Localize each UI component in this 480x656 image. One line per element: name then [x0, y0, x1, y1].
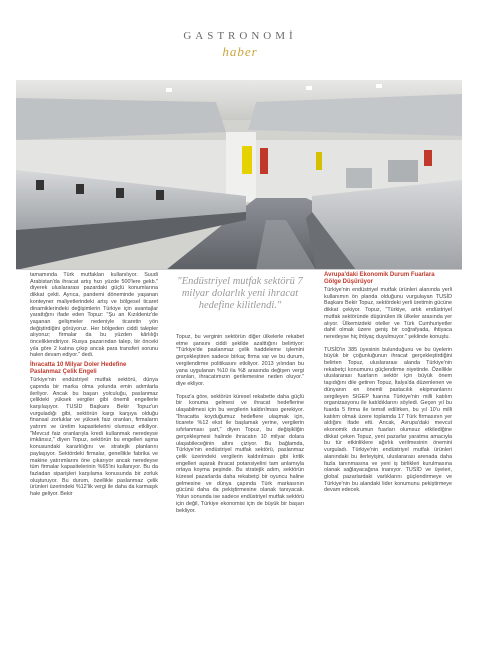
article-column-1 — [30, 272, 158, 498]
paragraph: Türkiye'nin endüstriyel mutfak ürünleri alanında yerli kullanımın ön planda olduğunu vurgulayan TUSİD Başkanı Bekir Topuz, sektördeki yerli üretimin gücüne dikkat çekiyor. Topuz, "Türkiye, artık endüstriyel mutfak sektöründe düşünülen ilk ülkeler arasında yer alıyor. Ülkemizdeki oteller ve Türk Cumhuriyetler dahil olmak üzere geniş bir coğrafyada, ihtiyaca neredeyse hiç ihtiyaç duyulmuyor." şeklinde konuştu. — [324, 287, 452, 340]
article-column-2 — [176, 272, 304, 514]
paragraph: Topuz'a göre, sektörün küresel rekabette daha güçlü bir konuma gelmesi ve ihracat hedeflerine ulaşabilmesi için bu vergilerin kaldırılması gerekiyor. "İhracatta koyduğumuz hedeflere ulaşmak için, ticarete %12 ekst ile başlamak yerine, vergilerin sıfırlanması şart," diyen Topuz, bu değişikliğin gerçekleşmesi halinde ihracatın 10 milyar dolara ulaşabileceğinin altını çiziyor. Bu bağlamda, Türkiye'nin endüstriyel mutfak sektörü, paslanmaz çelik üzerindeki vergilerin kaldırılması gibi kritik engelleri aşarak ihracat potansiyelini tam anlamıyla ortaya koyma peşinde. Bu stratejik adım, sektörün küresel pazarlarda daha rekabetçi bir oyuncu haline gelmesine ve dünya çapında Türk markasının gücünü daha da pekiştirmesine olanak tanıyacak. Yolun sonunda ise sadece endüstriyel mutfak sektörü için değil, Türkiye ekonomisi için de büyük bir başarı bekliyor. — [176, 393, 304, 514]
section-title: GASTRONOMİ — [183, 30, 297, 42]
paragraph: TUSİD'in 385 üyesinin bulunduğunu ve bu üyelerin büyük bir çoğunluğunun ihracat gerçekleştirdiğini belirten Topuz, uluslararası alanda Türkiye'nin rekabetçi konumunu güçlendirme niyetinde. Özellikle uluslararası fuarların sektör için büyük önem taşıdığını dile getiren Topuz, İtalya'da düzenlenen ve dünyanın en önemli pastacılık ekipmanlarını sergileyen SIGEP fuarına Türkiye'nin milli katılım organizasyonu ile katıldıklarını söyledi. Geçen yıl bu fuarda 5 firma ile temsil edilirken, bu yıl 10'u milli katılım olmak üzere toplamda 17 Türk firmasının yer aldığını ifade etti. Ancak, Avrupa'daki mevcut ekonomik durumun fuarları olumsuz etkilediğine dikkat çeken Topuz, yeni pazarlar yaratma amacıyla bu tür etkinliklere ağırlık verilmesinin önemini vurguladı. Türkiye'nin endüstriyel mutfak ürünleri alanındaki bu ilerleyişini, uluslararası arenada daha fazla tanınmasına ve yeni iş birlikleri kurulmasına olanak sağlayacağına inanıyor. TUSİD ve üyeleri, global pazarlardaki varlıklarını güçlendirmeye ve Türkiye'nin bu alandaki lider konumunu pekiştirmeye devam edecek. — [324, 346, 452, 494]
article-column-3 — [324, 272, 452, 494]
section-heading: İhracatta 10 Milyar Doler Hedefine Paslanmaz Çelik Engeli — [30, 362, 127, 376]
pull-quote: "Endüstriyel mutfak sektörü 7 milyar dolarlık yeni ihracat hedefine kilitlendi." — [177, 276, 303, 311]
commercial-kitchen-photo — [16, 80, 462, 270]
section-heading: Avrupa'daki Ekonomik Durum Fuarlara Gölge Düşürüyor — [324, 272, 435, 285]
kitchen-photo-illustration — [16, 80, 462, 270]
section-subtitle: haber — [222, 44, 258, 59]
magazine-header — [0, 30, 480, 60]
paragraph: tamamında Türk mutfakları kullanılıyor. Suudi Arabistan'da ihracat artış hızı yüzde 500'lere gekb." diyerek uluslararası pazardaki güçlü konumlarına dikkat çekti. Ayrıca, pandemi döneminde yaşanan konteyner maliyetlerindeki artış ve bölgesel ticaret dinamiklerindeki değişimlerin Türkiye için avantajlar yarattığını ifade eden Topuz: "Şu an Kızıldeniz'de yaşanan gelişmeler nedeniyle ticaretin yön değiştirdiğini görüyoruz. Her bölgeden ciddi talepler alıyoruz; firmalar da bu yüzden kârlılığı önceliklendiriyor. Rusya pazarından talep, bir önceki yıla göre 2 katına çıkıp ancak para transferi sorunu halen devam ediyor." dedi. — [30, 272, 158, 359]
paragraph: Türkiye'nin endüstriyel mutfak sektörü, dünya çapında bir marka olma yolunda emin adımlarla ilerliyor. Ancak bu başarı yolculuğu, paslanmaz çelikteki yüksek vergiler gibi önemli engellerle karşılaşıyor. TUSİD Başkanı Bekir Topuz'un vurguladığı gibi, sektörün kargı karşıya olduğu finansal zorluklar ve yüksek faiz oranları, firmaların yatırım ve üretim kapasitelerini olumsuz etkiliyor. "Mevcut faiz oranlarıyla kredi kullanmak neredeyse imkânsız," diyen Topuz, sektörün bu engelleri aşma konusundaki kararlılığını ve stratejik planlarını paylaşıyor. Sektördeki firmalar, genellikle fabrika ve makine yatırımlarını öne çıkarıyor ancak neredeyse tüm firmalar kapasitelerinin %65'ini kullanıyor. Bu da fazladan siparişleri karşılama konusunda bir zorluk oluşturuyor. Bu durum, özellikle paslanmaz çelik ürünleri üzerindeki %12'lik vergi ile daha da karmaşık hale geliyor. Bekir — [30, 377, 158, 498]
paragraph: Topuz, bu verginin sektörün diğer ülkelerle rekabet etme şansını ciddi şekilde azalttığını belirtiyor: "Türkiye'de paslanmaz çelik haddeleme işlemini gerçekleştiren sadece birkaç firma var ve bu durum, vergilendirme politikasını etkiliyor. 2013 yılından bu yana uygulanan %10 ila %8 arasında değişen vergi oranları, ihracatımızın gerilemesine neden oluyor." diye ekliyor. — [176, 334, 304, 387]
